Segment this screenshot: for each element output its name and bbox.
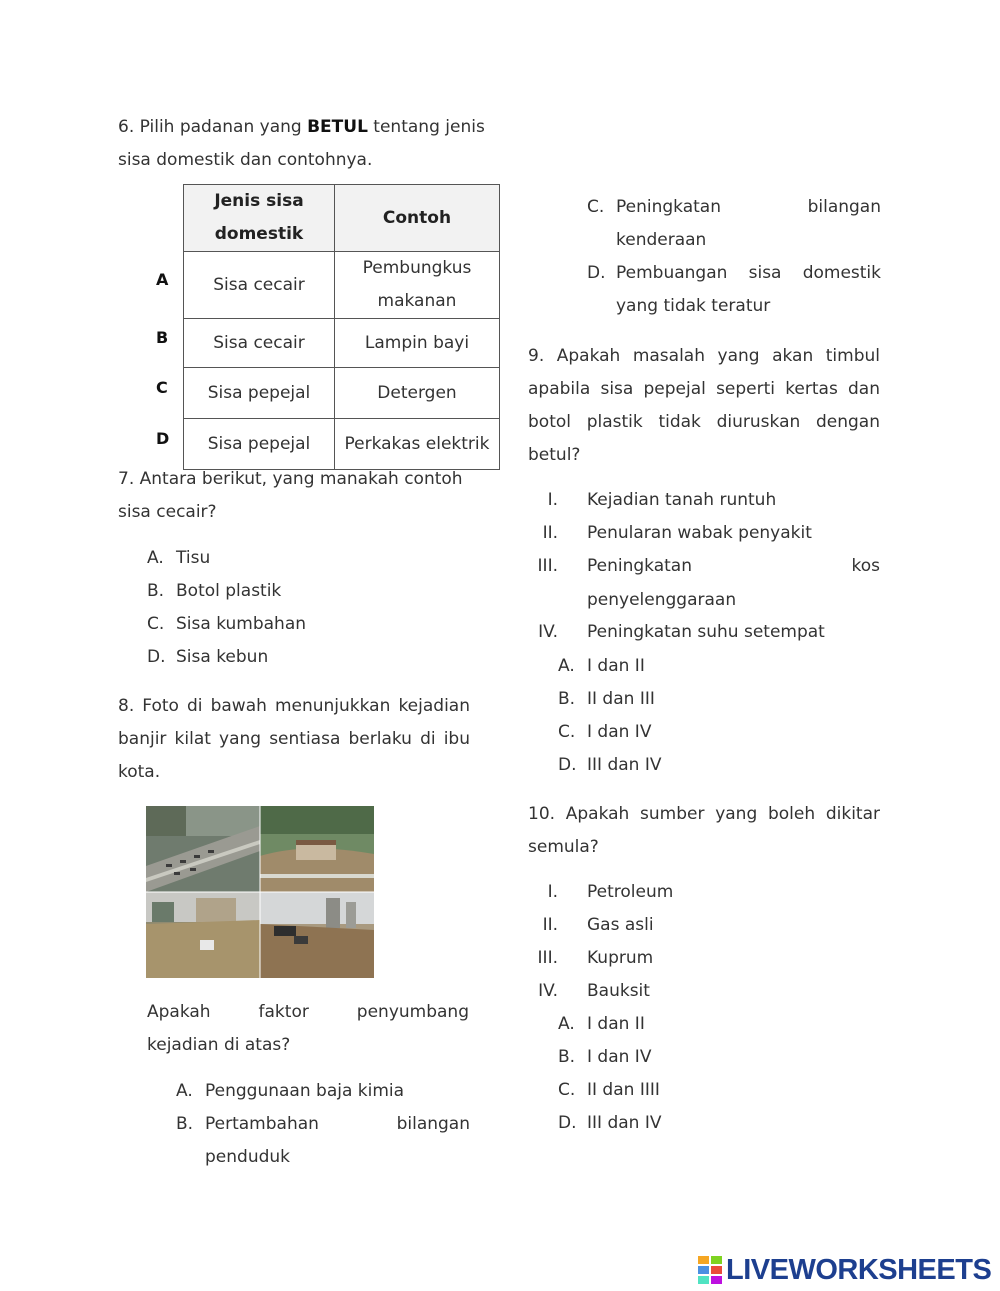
q9-statement-num: I. <box>547 490 558 510</box>
q9-line-3: botol plastik tidak diuruskan dengan <box>528 412 880 432</box>
q9-statement-text: Kejadian tanah runtuh <box>587 490 777 510</box>
q10-statement-num: I. <box>547 882 558 902</box>
table-cell-jenis: Sisa cecair <box>184 252 335 319</box>
option-text: Sisa kumbahan <box>176 614 307 634</box>
q7-option-c[interactable] <box>147 614 307 634</box>
q9-statement-text: Peningkatan suhu setempat <box>587 622 825 642</box>
q8-line-3: kota. <box>118 762 161 782</box>
option-letter: A. <box>558 1014 575 1034</box>
row-label-a: A <box>156 270 169 289</box>
q10-statement-num: IV. <box>538 981 558 1001</box>
q7-option-b[interactable] <box>147 581 282 601</box>
option-letter: B. <box>558 689 576 709</box>
option-text: II dan III <box>587 689 655 709</box>
q6-text-pre: 6. Pilih padanan yang <box>118 117 308 137</box>
option-text: Tisu <box>176 548 211 568</box>
table-cell-contoh <box>335 252 500 319</box>
table-header-jenis <box>184 185 335 252</box>
q8-option-d[interactable] <box>587 263 881 316</box>
q10-line-1: 10. Apakah sumber yang boleh dikitar <box>528 804 880 824</box>
option-text: III dan IV <box>587 1113 662 1133</box>
q9-line-4: betul? <box>528 445 581 465</box>
q10-option-c[interactable] <box>558 1080 660 1100</box>
option-text-cont: kenderaan <box>616 230 707 250</box>
row-label-c: C <box>156 378 168 397</box>
q9-option-d[interactable] <box>558 755 662 775</box>
q6-text-post: tentang jenis <box>367 117 485 137</box>
option-letter: A. <box>147 548 164 568</box>
table-cell-jenis: Sisa cecair <box>184 319 335 368</box>
q6-table <box>183 184 500 470</box>
q9-option-b[interactable] <box>558 689 655 709</box>
option-letter: D. <box>587 263 606 283</box>
q10-statement-text: Gas asli <box>587 915 654 935</box>
option-letter: A. <box>176 1081 193 1101</box>
q8-line-2: banjir kilat yang sentiasa berlaku di ibu <box>118 729 470 749</box>
table-row <box>184 319 500 368</box>
option-text: Penggunaan baja kimia <box>205 1081 405 1101</box>
q7-option-d[interactable] <box>147 647 269 667</box>
q10-statement-text: Petroleum <box>587 882 674 902</box>
q9-line-2: apabila sisa pepejal seperti kertas dan <box>528 379 880 399</box>
q7-option-a[interactable] <box>147 548 211 568</box>
option-text: I dan II <box>587 656 645 676</box>
q6-line-2: sisa domestik dan contohnya. <box>118 150 373 170</box>
q9-statement-text: Penularan wabak penyakit <box>587 523 812 543</box>
table-cell-jenis: Sisa pepejal <box>184 419 335 470</box>
q9-statement-num: III. <box>537 556 558 576</box>
q8-line-1: 8. Foto di bawah menunjukkan kejadian <box>118 696 470 716</box>
option-letter: B. <box>176 1114 194 1134</box>
q9-line-1: 9. Apakah masalah yang akan timbul <box>528 346 880 366</box>
q10-option-d[interactable] <box>558 1113 662 1133</box>
table-header-row <box>184 185 500 252</box>
option-letter: C. <box>587 197 605 217</box>
option-text: III dan IV <box>587 755 662 775</box>
table-header-contoh: Contoh <box>335 185 500 252</box>
q9-statement-text-cont: penyelenggaraan <box>587 590 737 610</box>
option-text: Peningkatan bilangan <box>616 197 881 217</box>
option-letter: D. <box>558 1113 577 1133</box>
contoh-line-2: makanan <box>377 291 457 311</box>
option-letter: A. <box>558 656 575 676</box>
liveworksheets-logo <box>698 1254 991 1287</box>
option-text: Pertambahan bilangan <box>205 1114 470 1134</box>
header-jenis-line-2: domestik <box>214 224 304 244</box>
q6-line-1 <box>118 117 485 137</box>
option-letter: C. <box>558 1080 576 1100</box>
option-letter: B. <box>147 581 165 601</box>
q7-line-2: sisa cecair? <box>118 502 217 522</box>
logo-text: LIVEWORKSHEETS <box>726 1254 992 1286</box>
q10-line-2: semula? <box>528 837 599 857</box>
q9-statement-text: Peningkatan kos <box>587 556 880 576</box>
option-letter: C. <box>147 614 165 634</box>
option-letter: D. <box>558 755 577 775</box>
q9-option-c[interactable] <box>558 722 652 742</box>
option-text: I dan IV <box>587 1047 652 1067</box>
q9-statement-num: II. <box>542 523 558 543</box>
q10-option-b[interactable] <box>558 1047 652 1067</box>
q8-option-b[interactable] <box>176 1114 470 1167</box>
q8-sub-line-2: kejadian di atas? <box>147 1035 291 1055</box>
q8-sub-line-1: Apakah faktor penyumbang <box>147 1002 469 1022</box>
option-text: Botol plastik <box>176 581 282 601</box>
q10-option-a[interactable] <box>558 1014 645 1034</box>
table-row <box>184 419 500 470</box>
option-text-cont: penduduk <box>205 1147 290 1167</box>
option-letter: C. <box>558 722 576 742</box>
q10-statement-text: Kuprum <box>587 948 654 968</box>
q10-statement-num: II. <box>542 915 558 935</box>
table-cell-contoh: Perkakas elektrik <box>335 419 500 470</box>
table-cell-contoh: Detergen <box>335 368 500 419</box>
table-row <box>184 368 500 419</box>
option-text: I dan II <box>587 1014 645 1034</box>
q9-statement-num: IV. <box>538 622 558 642</box>
option-letter: D. <box>147 647 166 667</box>
q7-line-1: 7. Antara berikut, yang manakah contoh <box>118 469 463 489</box>
logo-blocks-icon <box>698 1256 724 1286</box>
q10-statement-num: III. <box>537 948 558 968</box>
option-text: I dan IV <box>587 722 652 742</box>
q9-option-a[interactable] <box>558 656 645 676</box>
contoh-line-1: Pembungkus <box>362 258 472 278</box>
option-text: Pembuangan sisa domestik <box>616 263 881 283</box>
q6-bold-word: BETUL <box>307 117 368 137</box>
option-text-cont: yang tidak teratur <box>616 296 771 316</box>
option-letter: B. <box>558 1047 576 1067</box>
q10-statement-text: Bauksit <box>587 981 650 1001</box>
table-row <box>184 252 500 319</box>
q8-option-c[interactable] <box>587 197 881 250</box>
header-jenis-line-1: Jenis sisa <box>214 191 304 211</box>
option-text: II dan IIII <box>587 1080 660 1100</box>
flood-photo <box>146 806 374 978</box>
row-label-d: D <box>156 429 170 448</box>
option-text: Sisa kebun <box>176 647 269 667</box>
table-cell-contoh: Lampin bayi <box>335 319 500 368</box>
q8-option-a[interactable] <box>176 1081 405 1101</box>
row-label-b: B <box>156 328 169 347</box>
table-cell-jenis: Sisa pepejal <box>184 368 335 419</box>
